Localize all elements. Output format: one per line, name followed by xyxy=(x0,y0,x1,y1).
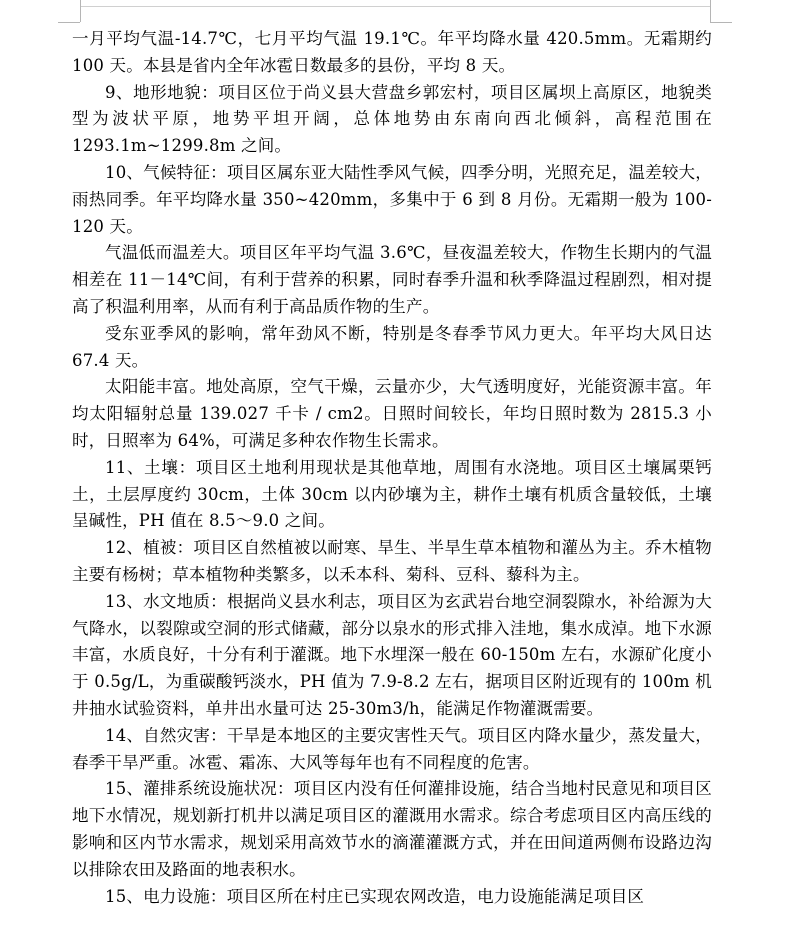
paragraph-solar: 太阳能丰富。地处高原，空气干燥，云量亦少，大气透明度好，光能资源丰富。年均太阳辐射总量 139.027 千卡 / cm2。日照时间较长，年均日照时数为 2815.3 小时，日照率为 64%，可满足多种农作物生长需求。 xyxy=(72,377,712,450)
paragraph-hydrogeology: 13、水文地质：根据尚义县水利志，项目区为玄武岩台地空洞裂隙水，补给源为大气降水，以裂隙或空洞的形式储藏，部分以泉水的形式排入洼地，集水成淖。地下水源丰富，水质良好，十分有利于灌溉。地下水埋深一般在 60-150m 左右，水源矿化度小于 0.5g/L，为重碳酸钙淡水，PH 值为 7.9-8.2 左右，据项目区附近现有的 100m 机井抽水试验资料，单井出水量可达 25-30m3/h，能满足作物灌溉需要。 xyxy=(72,591,712,718)
paragraph-terrain: 9、地形地貌：项目区位于尚义县大营盘乡郭宏村，项目区属坝上高原区，地貌类型为波状平原，地势平坦开阔，总体地势由东南向西北倾斜，高程范围在 1293.1m~1299.8m 之间。 xyxy=(72,82,712,156)
paragraph-natural-disasters: 14、自然灾害：干旱是本地区的主要灾害性天气。项目区内降水量少，蒸发量大，春季干旱严重。冰雹、霜冻、大风等每年也有不同程度的危害。 xyxy=(72,725,712,772)
paragraph-soil: 11、土壤：项目区土地利用现状是其他草地，周围有水浇地。项目区土壤属栗钙土，土层厚度约 30cm，土体 30cm 以内砂壤为主，耕作土壤有机质含量较低，土壤呈碱性，PH 值在 8.5～9.0 之间。 xyxy=(72,457,712,531)
paragraph-temperature: 气温低而温差大。项目区年平均气温 3.6℃，昼夜温差较大，作物生长期内的气温相差在 11－14℃间，有利于营养的积累，同时春季升温和秋季降温过程剧烈，相对提高了积温利用率，从而有利于高品质作物的生产。 xyxy=(72,243,712,316)
crop-mark-right-vertical xyxy=(710,0,711,22)
paragraph-climate-summary: 一月平均气温-14.7℃，七月平均气温 19.1℃。年平均降水量 420.5mm。无霜期约 100 天。本县是省内全年冰雹日数最多的县份，平均 8 天。 xyxy=(72,29,712,75)
crop-mark-left-vertical xyxy=(80,0,81,22)
paragraph-power: 15、电力设施：项目区所在村庄已实现农网改造，电力设施能满足项目区 xyxy=(105,886,645,906)
crop-mark-left-horizontal xyxy=(58,22,80,23)
paragraph-climate-features: 10、气候特征：项目区属东亚大陆性季风气候，四季分明，光照充足，温差较大，雨热同季。年平均降水量 350~420mm，多集中于 6 到 8 月份。无霜期一般为 100-120 天。 xyxy=(72,162,712,236)
paragraph-irrigation: 15、灌排系统设施状况：项目区内没有任何灌排设施，结合当地村民意见和项目区地下水情况，规划新打机井以满足项目区的灌溉用水需求。综合考虑项目区内高压线的影响和区内节水需求，规划采用高效节水的滴灌灌溉方式，并在田间道两侧布设路边沟以排除农田及路面的地表积水。 xyxy=(72,779,712,879)
page-top-border xyxy=(80,6,710,7)
paragraph-vegetation: 12、植被：项目区自然植被以耐寒、旱生、半旱生草本植物和灌丛为主。乔木植物主要有杨树；草本植物种类繁多，以禾本科、菊科、豆科、藜科为主。 xyxy=(72,538,712,584)
crop-mark-right-horizontal xyxy=(710,22,732,23)
document-body xyxy=(72,26,712,910)
paragraph-wind: 受东亚季风的影响，常年劲风不断，特别是冬春季节风力更大。年平均大风日达 67.4 天。 xyxy=(72,323,712,370)
